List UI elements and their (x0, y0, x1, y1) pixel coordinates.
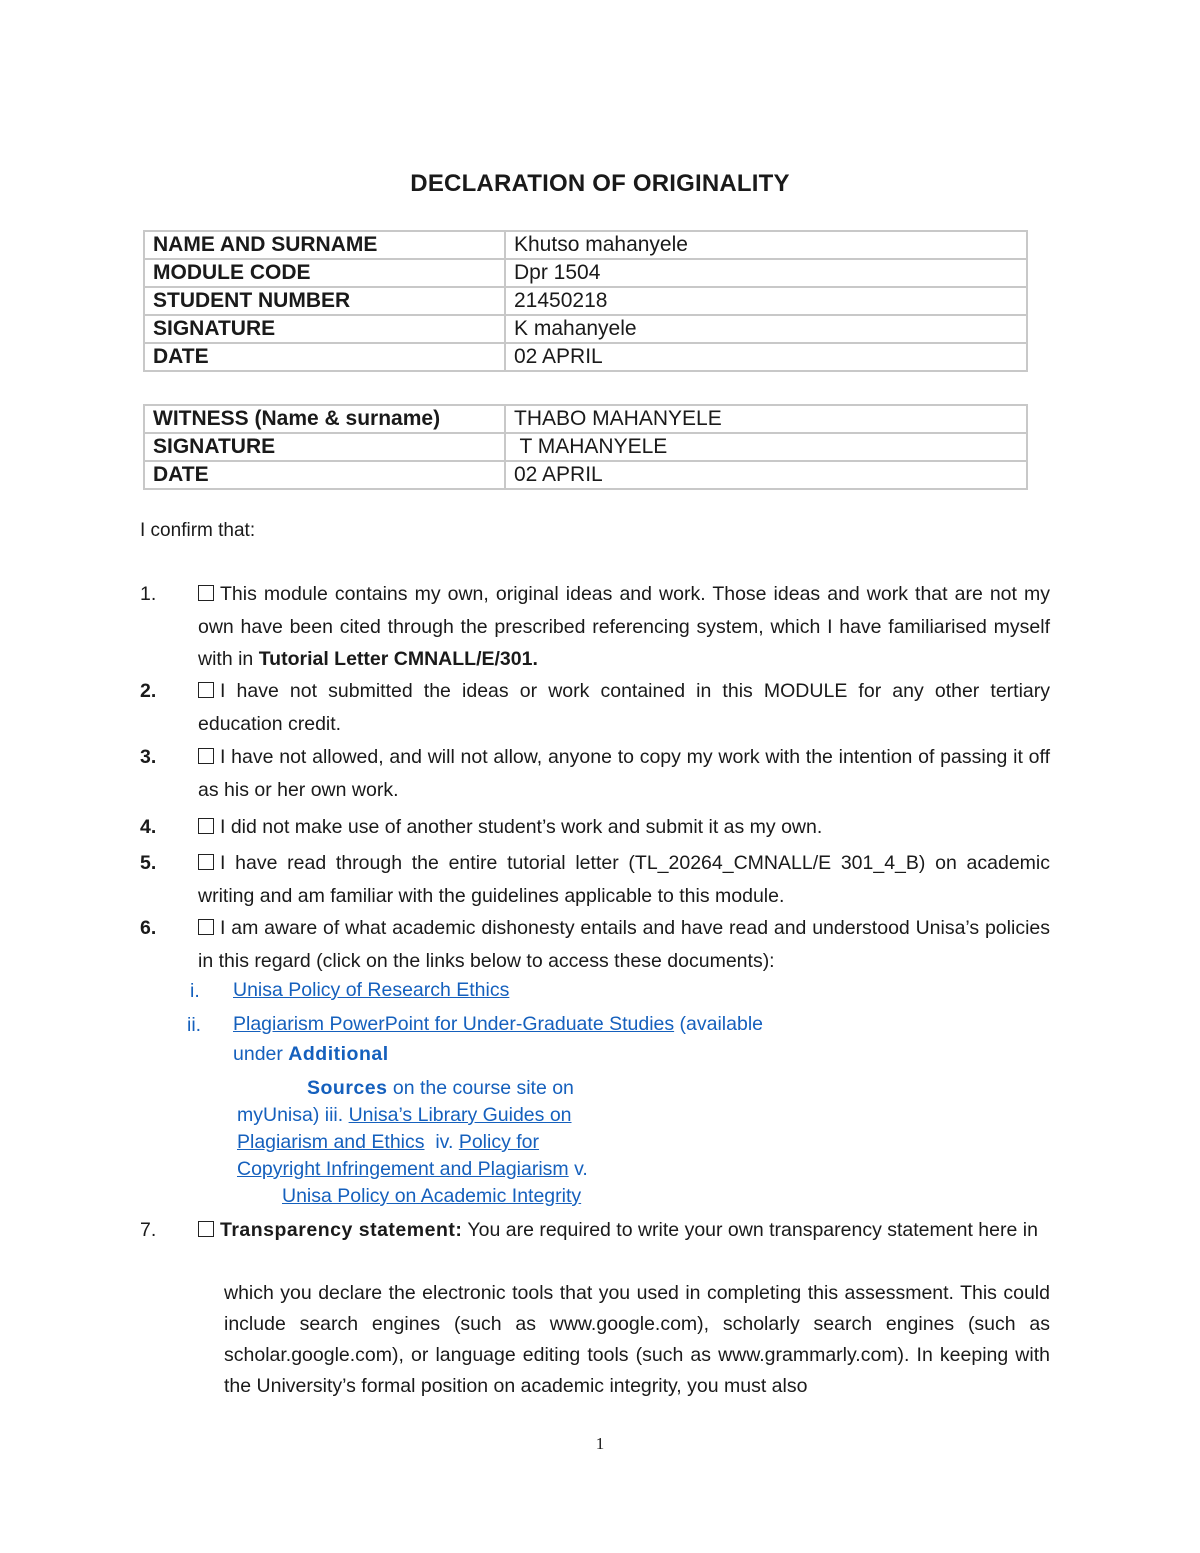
list-item (198, 847, 1050, 912)
research-ethics-link[interactable]: Unisa Policy of Research Ethics (233, 979, 510, 1001)
table-row (144, 405, 1027, 433)
list-item (198, 675, 1050, 740)
field-value: Khutso mahanyele (505, 231, 1027, 259)
sub-item-text: on the course site on (387, 1077, 574, 1099)
table-row (144, 259, 1027, 287)
field-label: SIGNATURE (144, 315, 505, 343)
item-text: I have read through the entire tutorial letter (TL_20264_CMNALL/E 301_4_B) on academic writing and am familiar with the guidelines applicable to this module. (198, 852, 1050, 907)
item-number: 7. (140, 1219, 157, 1241)
list-item (198, 741, 1050, 806)
sub-item-continued (237, 1129, 539, 1156)
sub-item-number: ii. (187, 1014, 202, 1036)
field-label: DATE (144, 343, 505, 371)
sub-item-bold: Sources (307, 1077, 388, 1099)
sub-item-text: iv. (424, 1131, 459, 1153)
sub-item-text: under (233, 1043, 289, 1065)
academic-integrity-link[interactable]: Unisa Policy on Academic Integrity (282, 1185, 582, 1207)
sub-item (233, 1011, 763, 1038)
field-value: T MAHANYELE (505, 433, 1027, 461)
list-item (198, 1214, 1050, 1247)
field-label: DATE (144, 461, 505, 489)
item-number: 3. (140, 746, 157, 768)
sub-item-continued (307, 1075, 574, 1102)
copyright-link[interactable]: Copyright Infringement and Plagiarism (237, 1158, 569, 1180)
sub-item-text: v. (568, 1158, 588, 1180)
witness-details-table (143, 404, 1028, 490)
list-item (198, 811, 1050, 844)
table-row (144, 461, 1027, 489)
item-number: 6. (140, 917, 157, 939)
table-row (144, 433, 1027, 461)
item-text-continued: which you declare the electronic tools that you used in completing this assessment. This could include search engines (such as www.google.com), scholarly search engines (such as scholar.google.com), or language editing tools (such as www.grammarly.com). In keeping with the University’s formal position on academic integrity, you must also (224, 1282, 1050, 1397)
page-title: DECLARATION OF ORIGINALITY (410, 170, 790, 197)
checkbox-icon[interactable] (198, 1221, 214, 1237)
plagiarism-powerpoint-link[interactable]: Plagiarism PowerPoint for Under-Graduate Studies (233, 1013, 675, 1035)
checkbox-icon[interactable] (198, 748, 214, 764)
list-item (198, 912, 1050, 977)
sub-item-text: (available (674, 1013, 764, 1035)
page-number: 1 (595, 1434, 605, 1453)
field-value: Dpr 1504 (505, 259, 1027, 287)
table-row (144, 343, 1027, 371)
sub-item-bold: Additional (288, 1043, 389, 1065)
item-text-bold: Transparency statement: (220, 1219, 463, 1241)
checkbox-icon[interactable] (198, 818, 214, 834)
field-label: MODULE CODE (144, 259, 505, 287)
item-text-bold: Tutorial Letter CMNALL/E/301. (258, 648, 538, 670)
field-value: 21450218 (505, 287, 1027, 315)
item-number: 1. (140, 583, 157, 605)
field-value: K mahanyele (505, 315, 1027, 343)
plagiarism-ethics-link[interactable]: Plagiarism and Ethics (237, 1131, 425, 1153)
item-text: I have not submitted the ideas or work contained in this MODULE for any other tertiary education credit. (198, 680, 1050, 735)
item-text: You are required to write your own transparency statement here in (462, 1219, 1038, 1241)
library-guides-link[interactable]: Unisa’s Library Guides on (348, 1104, 572, 1126)
field-label: WITNESS (Name & surname) (144, 405, 505, 433)
sub-item-continued (233, 1041, 389, 1068)
field-label: SIGNATURE (144, 433, 505, 461)
sub-item-continued (237, 1156, 588, 1183)
item-number: 4. (140, 816, 157, 838)
sub-item-continued (282, 1183, 581, 1210)
sub-item-continued (237, 1102, 572, 1129)
table-row (144, 315, 1027, 343)
table-row (144, 287, 1027, 315)
student-details-table (143, 230, 1028, 372)
item-text: I did not make use of another student’s work and submit it as my own. (220, 816, 823, 838)
checkbox-icon[interactable] (198, 854, 214, 870)
sub-item (233, 977, 509, 1004)
sub-item-text: myUnisa) iii. (237, 1104, 349, 1126)
field-value: 02 APRIL (505, 461, 1027, 489)
field-label: STUDENT NUMBER (144, 287, 505, 315)
field-label: NAME AND SURNAME (144, 231, 505, 259)
item-number: 5. (140, 852, 157, 874)
policy-for-link[interactable]: Policy for (458, 1131, 540, 1153)
field-value: THABO MAHANYELE (505, 405, 1027, 433)
sub-item-number: i. (190, 980, 200, 1002)
checkbox-icon[interactable] (198, 919, 214, 935)
item-text: This module contains my own, original ideas and work. Those ideas and work that are not my own have been cited through the prescribed referencing system, which I have familiarised myself with in (198, 583, 1050, 670)
item-text: I have not allowed, and will not allow, anyone to copy my work with the intention of passing it off as his or her own work. (198, 746, 1050, 801)
list-item (198, 578, 1050, 676)
checkbox-icon[interactable] (198, 682, 214, 698)
checkbox-icon[interactable] (198, 585, 214, 601)
item-number: 2. (140, 680, 157, 702)
table-row (144, 231, 1027, 259)
field-value: 02 APRIL (505, 343, 1027, 371)
confirm-heading: I confirm that: (140, 520, 256, 541)
item-text: I am aware of what academic dishonesty entails and have read and understood Unisa’s policies in this regard (click on the links below to access these documents): (198, 917, 1050, 972)
